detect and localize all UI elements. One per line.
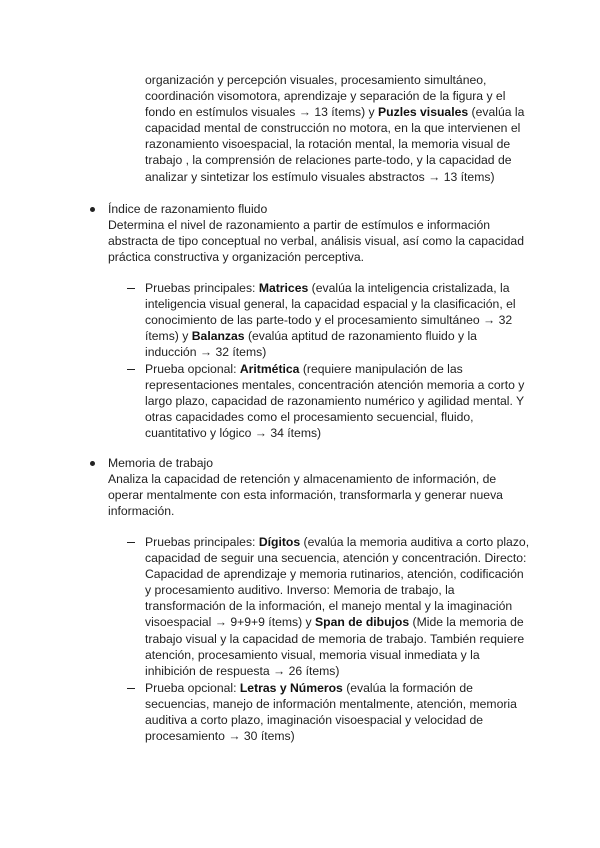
- section-title: Memoria de trabajo: [108, 456, 213, 470]
- letras-numeros-term: Letras y Números: [239, 681, 343, 695]
- dash-icon: [127, 288, 135, 289]
- text-line: información.: [108, 504, 175, 519]
- aritmetica-term: Aritmética: [239, 362, 300, 376]
- text-line: [145, 680, 517, 696]
- text-run: (evalúa la: [468, 105, 525, 120]
- text-line: organización y percepción visuales, procesamiento simultáneo,: [145, 73, 487, 87]
- matrices-term: Matrices: [258, 281, 309, 295]
- text-line: capacidad de seguir una secuencia, atención y concentración. Directo:: [145, 551, 527, 566]
- s2-pruebas-principales: [145, 534, 529, 679]
- text-line: conocimiento de las parte-todo y el procesamiento simultáneo → 32: [145, 313, 513, 328]
- text-line: [145, 614, 529, 630]
- s2-prueba-opcional: [145, 680, 517, 744]
- text-run: Prueba opcional:: [145, 681, 240, 695]
- text-line: coordinación visomotora, aprendizaje y separación de la figura y el: [145, 89, 506, 104]
- text-line: otras capacidades como el procesamiento secuencial, fluido,: [145, 410, 474, 425]
- s1-pruebas-principales: [145, 280, 516, 360]
- text-line: transformación de la información, el manejo mental y la imaginación: [145, 599, 513, 614]
- s1-prueba-opcional: [145, 361, 524, 441]
- dash-icon: [127, 542, 135, 543]
- text-line: Analiza la capacidad de retención y almacenamiento de información, de: [108, 472, 497, 487]
- text-run: (evalúa la formación de: [342, 681, 473, 695]
- text-run: (Mide la memoria de: [409, 615, 524, 630]
- text-line: y procesamiento auditivo. Inverso: Memoria de trabajo, la: [145, 583, 455, 598]
- text-line: cuantitativo y lógico → 34 ítems): [145, 426, 322, 441]
- section-title: Índice de razonamiento fluido: [108, 202, 268, 216]
- text-line: [145, 361, 524, 377]
- text-line: abstracta de tipo conceptual no verbal, análisis visual, así como la capacidad: [108, 234, 524, 249]
- text-line: razonamiento visoespacial, la rotación mental, la memoria visual de: [145, 137, 511, 152]
- text-line: secuencias, manejo de información mentalmente, atención, memoria: [145, 697, 517, 712]
- text-run: (requiere manipulación de las: [299, 362, 463, 376]
- text-run: (evalúa la inteligencia cristalizada, la: [308, 281, 510, 295]
- text-line: inducción → 32 ítems): [145, 345, 267, 360]
- text-line: operar mentalmente con esta información, transformarla y generar nueva: [108, 488, 503, 503]
- text-line: [145, 104, 524, 120]
- text-line: [145, 280, 516, 296]
- text-line: inteligencia visual general, la capacidad espacial y la clasificación, el: [145, 297, 516, 312]
- text-run: visoespacial → 9+9+9 ítems) y: [145, 615, 316, 630]
- dash-icon: [127, 369, 135, 370]
- text-line: largo plazo, capacidad de razonamiento numérico y agilidad mental. Y: [145, 394, 525, 409]
- puzles-visuales-term: Puzles visuales: [378, 105, 469, 120]
- text-line: trabajo , la comprensión de relaciones parte-todo, y la capacidad de: [145, 153, 512, 168]
- text-line: auditiva a corto plazo, imaginación visoespacial y velocidad de: [145, 713, 484, 728]
- text-line: representaciones mentales, concentración atención memoria a corto y: [145, 378, 525, 393]
- continuation-paragraph: [145, 72, 524, 185]
- text-run: Pruebas principales:: [145, 535, 259, 549]
- text-run: (evalúa aptitud de razonamiento fluido y la: [244, 329, 477, 344]
- digitos-term: Dígitos: [258, 535, 301, 549]
- text-run: ítems) y: [145, 329, 192, 344]
- text-line: [145, 328, 516, 344]
- bullet-icon: [90, 461, 95, 466]
- text-line: trabajo visual y la capacidad de memoria de trabajo. También requiere: [145, 631, 525, 646]
- text-line: capacidad mental de construcción no motora, en la que intervienen el: [145, 121, 521, 136]
- balanzas-term: Balanzas: [191, 329, 245, 344]
- text-line: Capacidad de aprendizaje y memoria rutinarios, atención, codificación: [145, 567, 524, 582]
- span-dibujos-term: Span de dibujos: [315, 615, 410, 630]
- text-run: Prueba opcional:: [145, 362, 240, 376]
- text-line: Determina el nivel de razonamiento a partir de estímulos e información: [108, 218, 491, 233]
- section-memoria-trabajo: [108, 455, 503, 519]
- bullet-icon: [90, 207, 95, 212]
- text-run: fondo en estímulos visuales → 13 ítems) y: [145, 105, 379, 120]
- text-run: (evalúa la memoria auditiva a corto plazo,: [300, 535, 530, 549]
- text-line: inhibición de respuesta → 26 ítems): [145, 663, 340, 678]
- text-line: procesamiento → 30 ítems): [145, 729, 295, 744]
- text-line: analizar y sintetizar los estímulo visuales abstractos → 13 ítems): [145, 169, 495, 184]
- text-line: [145, 534, 529, 550]
- text-run: Pruebas principales:: [145, 281, 259, 295]
- text-line: práctica constructiva y organización perceptiva.: [108, 250, 365, 265]
- text-line: atención, procesamiento visual, memoria visual inmediata y la: [145, 647, 480, 662]
- section-razonamiento-fluido: [108, 201, 524, 265]
- dash-icon: [127, 688, 135, 689]
